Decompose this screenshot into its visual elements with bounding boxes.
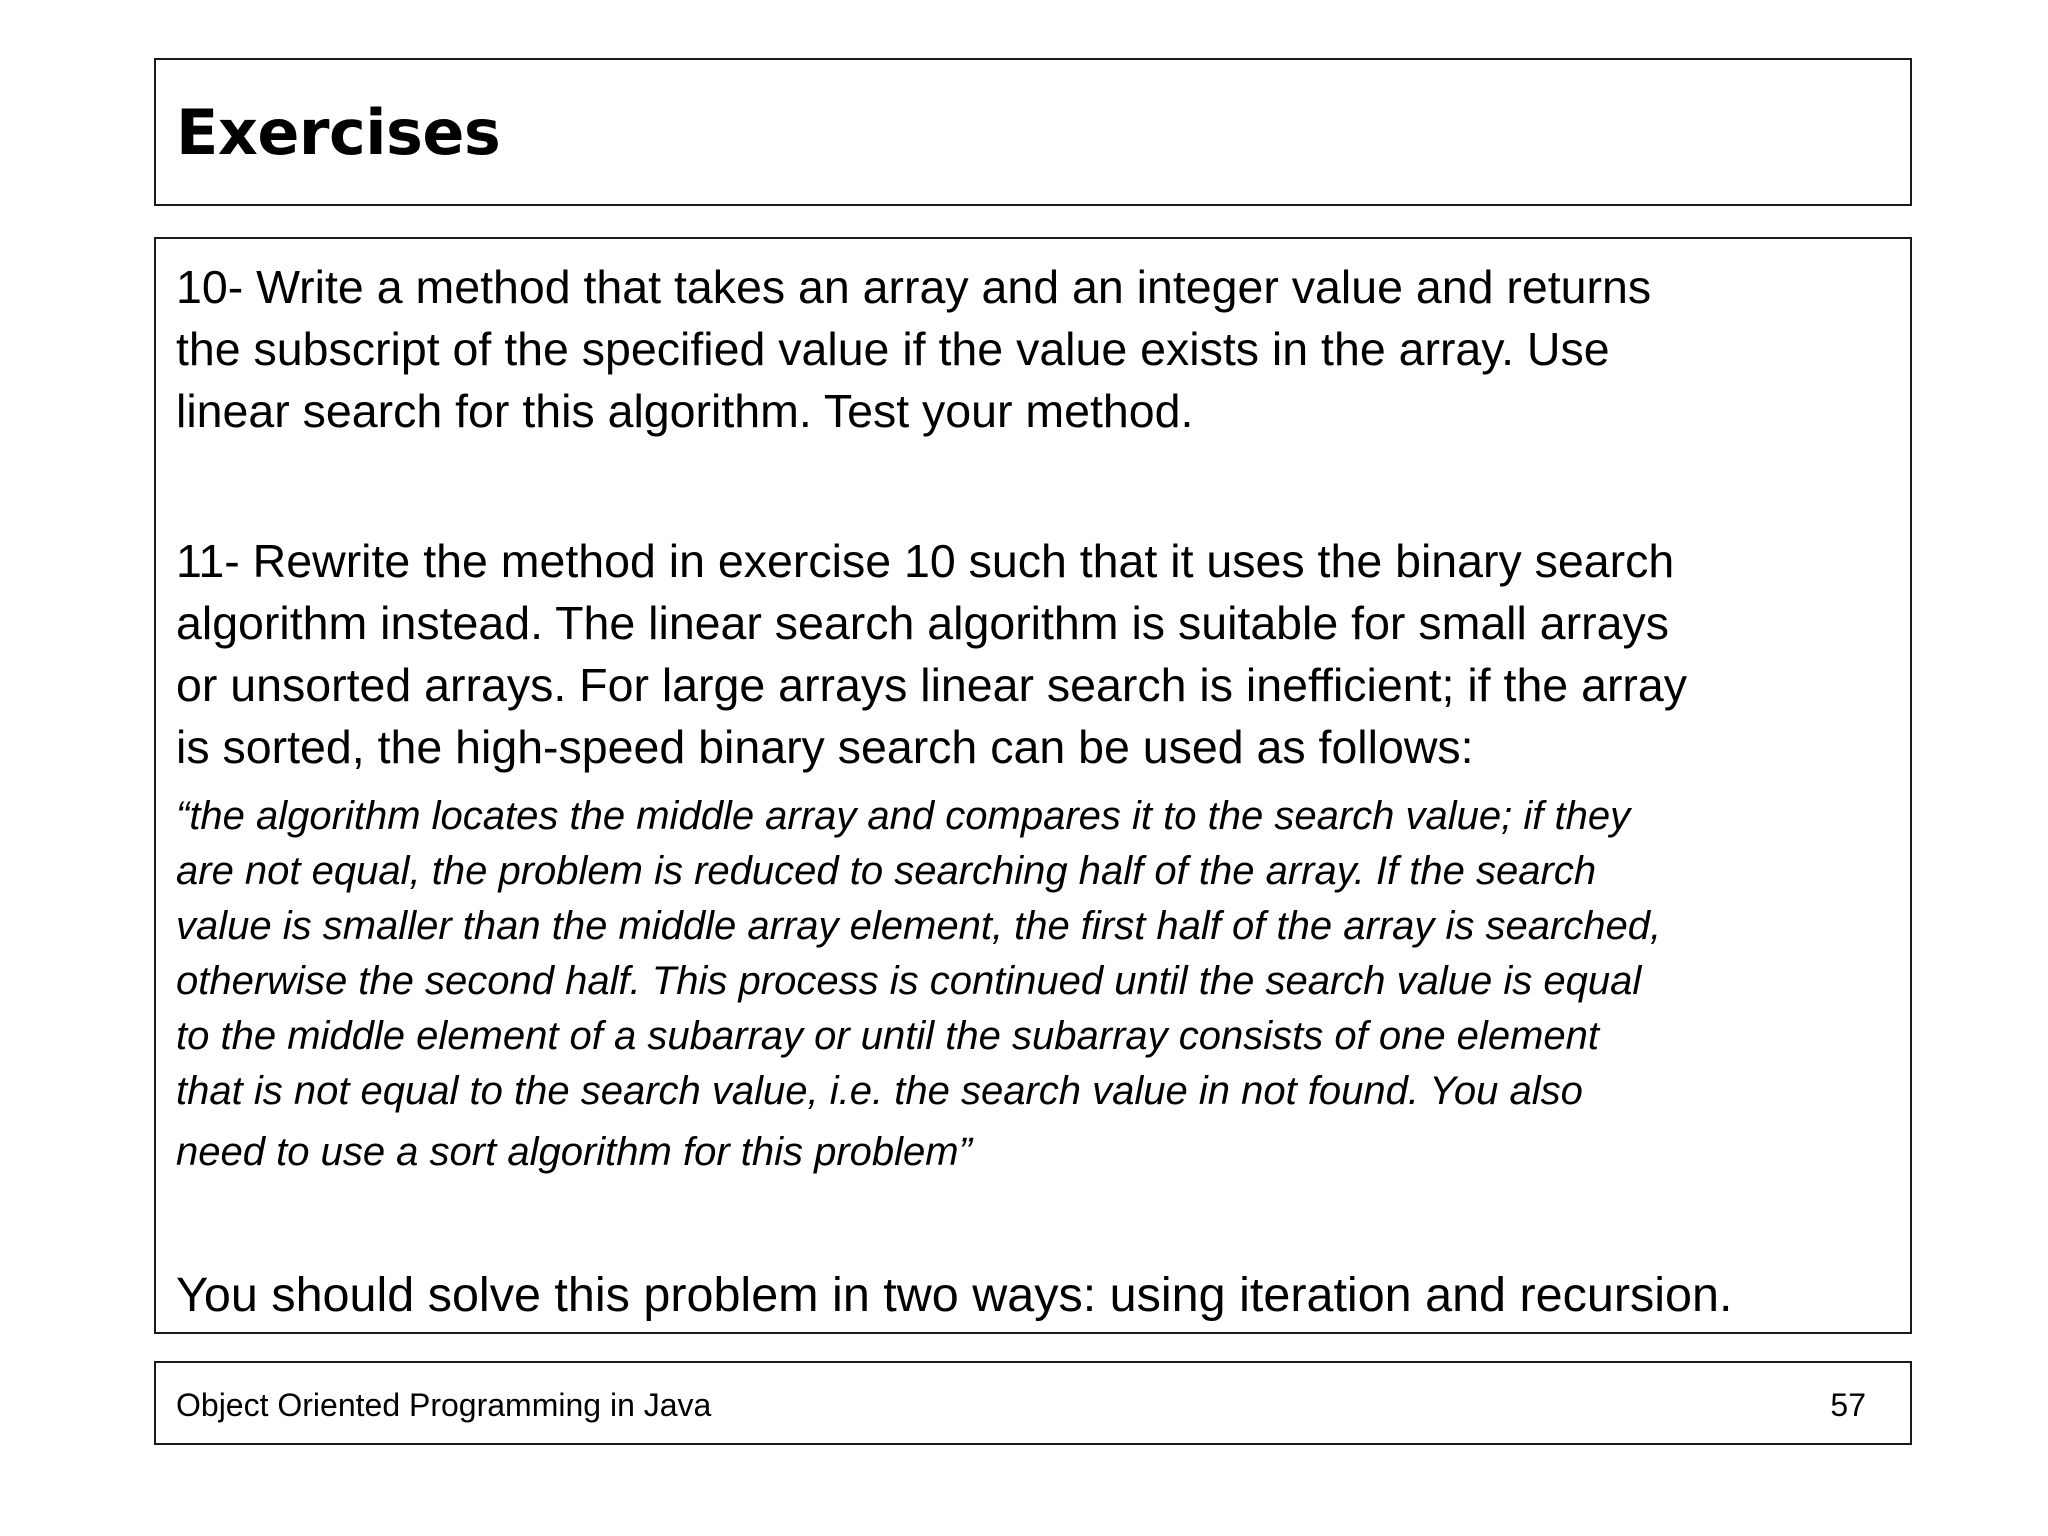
quote-line: need to use a sort algorithm for this problem” xyxy=(176,1130,972,1174)
footer xyxy=(154,1361,1912,1445)
exercise-10-line: linear search for this algorithm. Test your method. xyxy=(176,385,1194,437)
quote-line: are not equal, the problem is reduced to searching half of the array. If the search xyxy=(176,849,1597,893)
quote-line: otherwise the second half. This process is continued until the search value is equal xyxy=(176,959,1642,1003)
quote-line: value is smaller than the middle array element, the first half of the array is searched, xyxy=(176,904,1662,948)
exercise-11-line: 11- Rewrite the method in exercise 10 such that it uses the binary search xyxy=(176,535,1675,587)
page-number: 57 xyxy=(1830,1387,1866,1423)
footer-course-title: Object Oriented Programming in Java xyxy=(176,1387,712,1423)
quote-line: “the algorithm locates the middle array and compares it to the search value; if they xyxy=(176,794,1631,838)
exercise-11-line: algorithm instead. The linear search algorithm is suitable for small arrays xyxy=(176,597,1669,649)
title-box xyxy=(154,58,1912,206)
page-title: Exercises xyxy=(176,96,501,169)
exercise-11-line: is sorted, the high-speed binary search can be used as follows: xyxy=(176,721,1474,773)
quote-line: that is not equal to the search value, i.e. the search value in not found. You also xyxy=(176,1069,1583,1113)
quote-line: to the middle element of a subarray or until the subarray consists of one element xyxy=(176,1014,1599,1058)
exercise-10-line: 10- Write a method that takes an array and an integer value and returns xyxy=(176,261,1652,313)
exercise-11-line: or unsorted arrays. For large arrays linear search is inefficient; if the array xyxy=(176,659,1688,711)
exercise-10-line: the subscript of the specified value if the value exists in the array. Use xyxy=(176,323,1610,375)
content-box xyxy=(154,237,1912,1334)
closing-instruction: You should solve this problem in two ways: using iteration and recursion. xyxy=(176,1268,1733,1322)
